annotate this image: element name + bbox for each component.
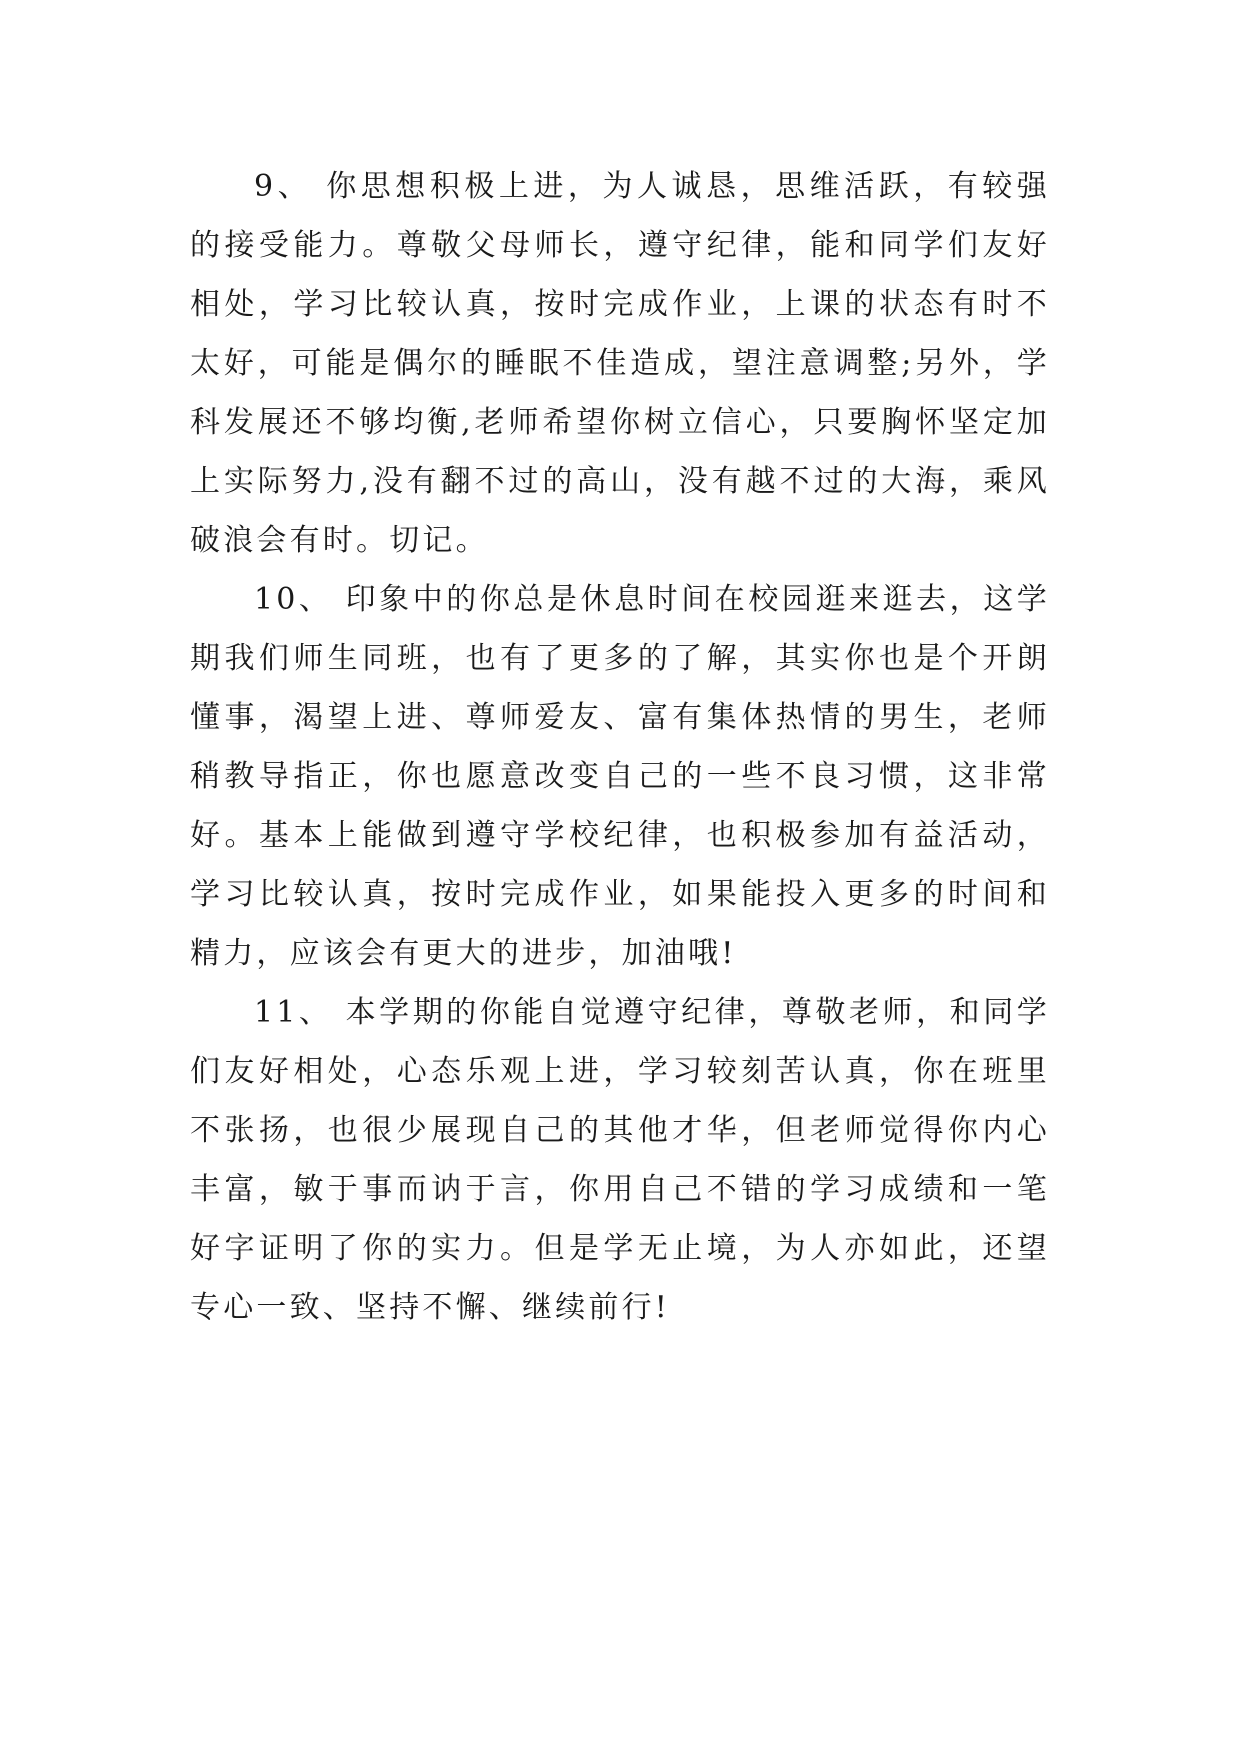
paragraph-number: 10、 bbox=[254, 582, 333, 617]
document-body bbox=[190, 157, 1050, 1337]
paragraph-number: 9、 bbox=[254, 169, 313, 204]
paragraph-gap bbox=[333, 995, 346, 1030]
paragraph-10 bbox=[190, 570, 1050, 983]
paragraph-text: 本学期的你能自觉遵守纪律，尊敬老师，和同学们友好相处，心态乐观上进，学习较刻苦认真，你在班里不张扬，也很少展现自己的其他才华，但老师觉得你内心丰富，敏于事而讷于言，你用自己不错的学习成绩和一笔好字证明了你的实力。但是学无止境，为人亦如此，还望专心一致、坚持不懈、继续前行! bbox=[190, 995, 1050, 1325]
paragraph-text: 印象中的你总是休息时间在校园逛来逛去，这学期我们师生同班，也有了更多的了解，其实你也是个开朗懂事，渴望上进、尊师爱友、富有集体热情的男生，老师稍教导指正，你也愿意改变自己的一些不良习惯，这非常好。基本上能做到遵守学校纪律，也积极参加有益活动，学习比较认真，按时完成作业，如果能投入更多的时间和精力，应该会有更大的进步，加油哦! bbox=[190, 582, 1050, 971]
paragraph-11 bbox=[190, 983, 1050, 1337]
paragraph-text: 你思想积极上进，为人诚恳，思维活跃，有较强的接受能力。尊敬父母师长，遵守纪律，能和同学们友好相处，学习比较认真，按时完成作业，上课的状态有时不太好，可能是偶尔的睡眠不佳造成，望注意调整;另外，学科发展还不够均衡,老师希望你树立信心，只要胸怀坚定加上实际努力,没有翻不过的高山，没有越不过的大海，乘风破浪会有时。切记。 bbox=[190, 169, 1050, 558]
paragraph-9 bbox=[190, 157, 1050, 570]
paragraph-number: 11、 bbox=[254, 995, 333, 1030]
paragraph-gap bbox=[312, 169, 326, 204]
paragraph-gap bbox=[333, 582, 346, 617]
